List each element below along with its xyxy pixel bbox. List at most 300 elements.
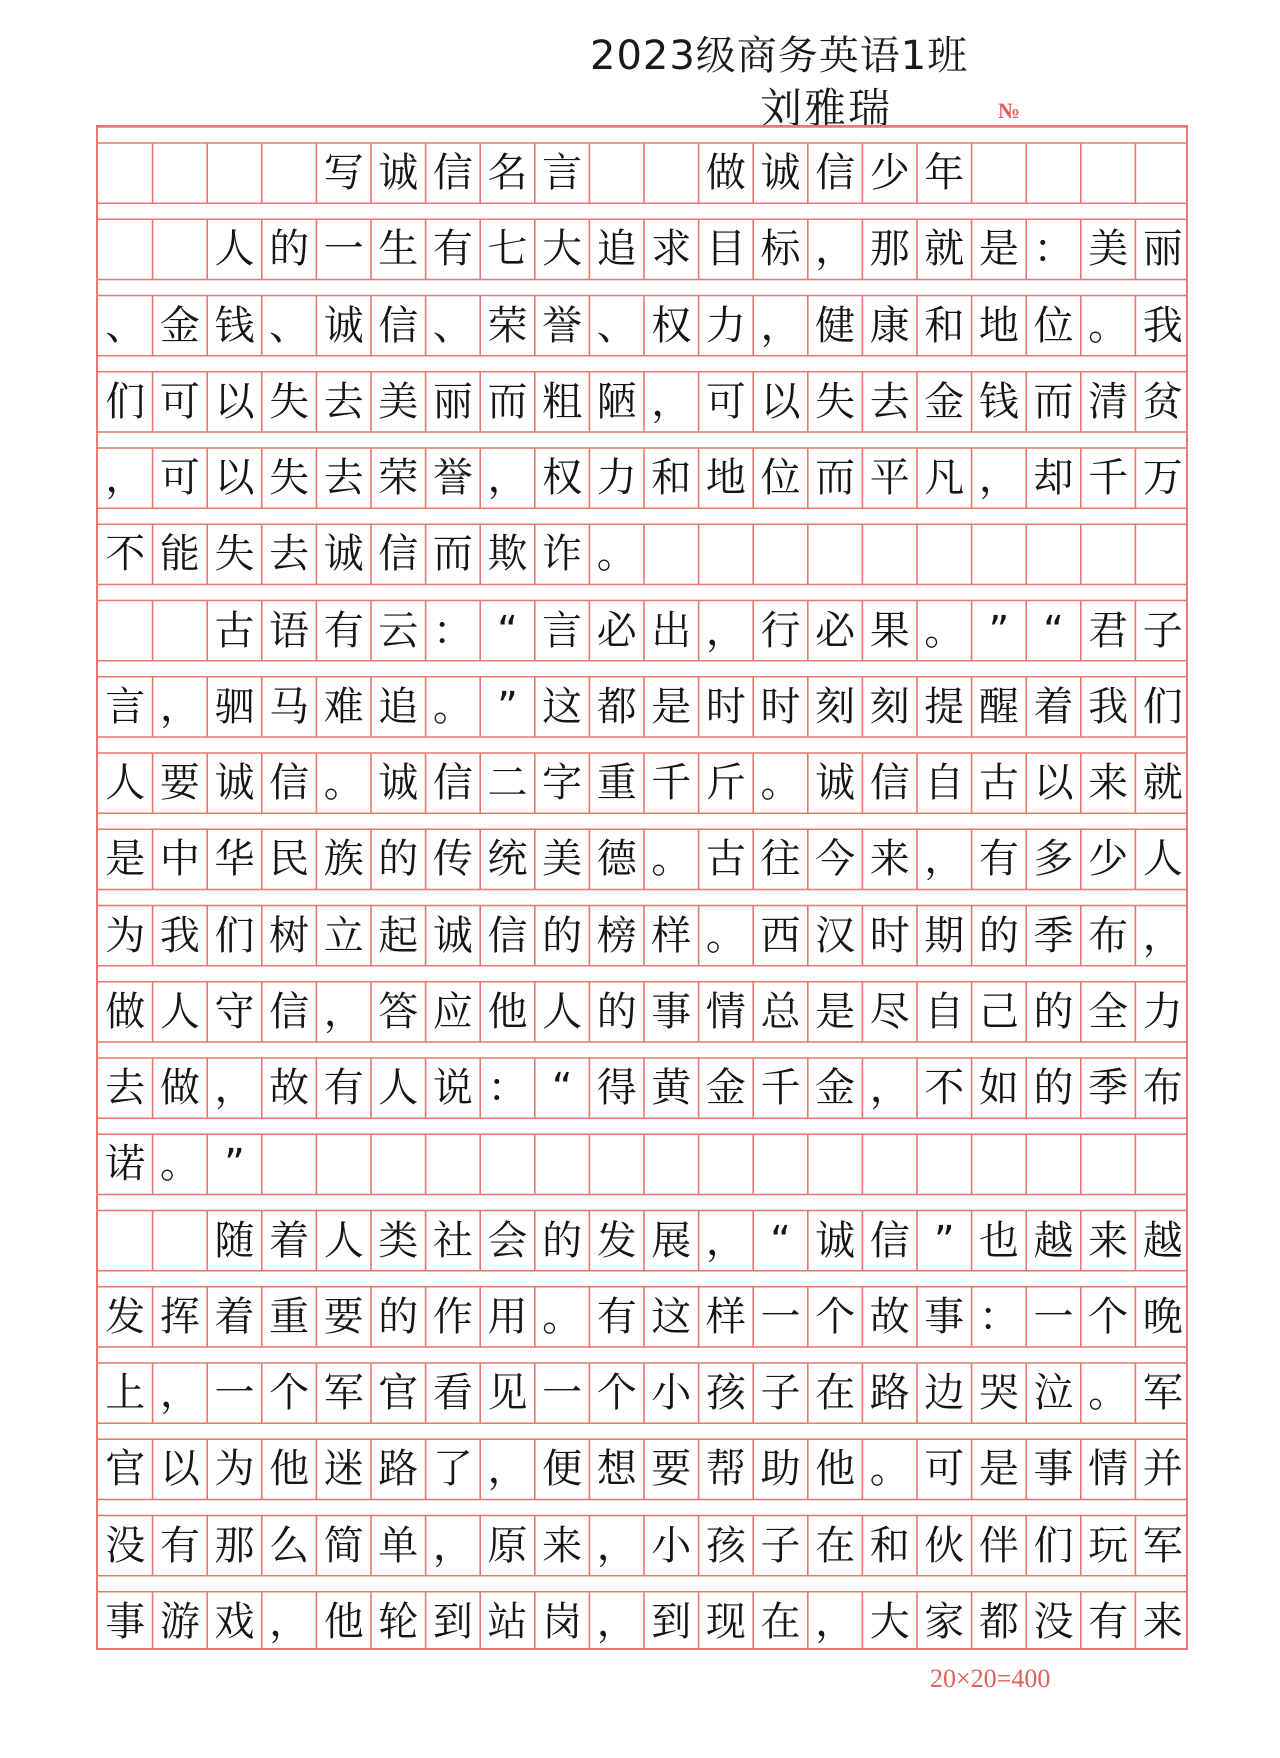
grid-character: 生 <box>378 226 419 273</box>
grid-character: 出 <box>651 607 692 654</box>
grid-character: 以 <box>159 1446 200 1493</box>
grid-character: 作 <box>432 1293 473 1340</box>
grid-character: 少 <box>1088 836 1129 883</box>
grid-character: 都 <box>978 1598 1019 1645</box>
grid-character: 诈 <box>542 531 583 578</box>
grid-character: 陋 <box>596 378 637 425</box>
grid-character: 的 <box>269 226 310 273</box>
grid-character: 人 <box>105 760 146 807</box>
grid-character: ， <box>815 1598 856 1645</box>
grid-character: 事 <box>651 988 692 1035</box>
grid-character: 单 <box>378 1522 419 1569</box>
grid-character: 事 <box>924 1293 965 1340</box>
grid-character: 追 <box>378 683 419 730</box>
grid-character: 就 <box>1142 760 1183 807</box>
grid-character: 欺 <box>487 531 528 578</box>
grid-character: 没 <box>105 1522 146 1569</box>
grid-character: ： <box>978 1293 1019 1340</box>
grid-character: 伴 <box>978 1522 1019 1569</box>
grid-character: 着 <box>1033 683 1074 730</box>
grid-character: 。 <box>651 836 692 883</box>
grid-character: 那 <box>214 1522 255 1569</box>
grid-character: ， <box>978 455 1019 502</box>
grid-character: 不 <box>105 531 146 578</box>
grid-character: 越 <box>1033 1217 1074 1264</box>
grid-character: 的 <box>378 1293 419 1340</box>
grid-character: 诚 <box>378 760 419 807</box>
grid-character: 官 <box>378 1370 419 1417</box>
grid-character: 尽 <box>869 988 910 1035</box>
grid-character: 要 <box>159 760 200 807</box>
grid-character: 去 <box>869 378 910 425</box>
grid-character: 有 <box>978 836 1019 883</box>
grid-character: 却 <box>1033 455 1074 502</box>
grid-character: ， <box>760 302 801 349</box>
grid-character: 。 <box>1088 302 1129 349</box>
grid-character: 信 <box>269 760 310 807</box>
grid-character: 样 <box>651 912 692 959</box>
grid-character: 七 <box>487 226 528 273</box>
grid-character: 军 <box>1142 1522 1183 1569</box>
grid-character: 西 <box>760 912 801 959</box>
grid-character: 来 <box>542 1522 583 1569</box>
grid-character: 时 <box>705 683 746 730</box>
grid-character: 人 <box>1142 836 1183 883</box>
grid-character: 金 <box>815 1065 856 1112</box>
grid-character: 信 <box>378 302 419 349</box>
grid-character: 刻 <box>815 683 856 730</box>
grid-character: 目 <box>705 226 746 273</box>
grid-character: ： <box>1033 226 1074 273</box>
grid-character: 诚 <box>323 302 364 349</box>
grid-character: 个 <box>596 1370 637 1417</box>
grid-character: 诚 <box>815 1217 856 1264</box>
grid-character: 的 <box>1033 988 1074 1035</box>
grid-character: 边 <box>924 1370 965 1417</box>
grid-character: 地 <box>978 302 1019 349</box>
grid-character: 千 <box>760 1065 801 1112</box>
grid-character: ” <box>497 683 518 730</box>
grid-character: 要 <box>651 1446 692 1493</box>
grid-character: 一 <box>542 1370 583 1417</box>
grid-character: 刻 <box>869 683 910 730</box>
grid-character: 小 <box>651 1522 692 1569</box>
grid-character: 古 <box>705 836 746 883</box>
grid-character: 可 <box>159 455 200 502</box>
grid-character: 他 <box>323 1598 364 1645</box>
grid-character: ， <box>487 455 528 502</box>
grid-character: 。 <box>542 1293 583 1340</box>
grid-character: 信 <box>269 988 310 1035</box>
grid-character: 。 <box>596 531 637 578</box>
grid-character: 语 <box>269 607 310 654</box>
grid-character: 得 <box>596 1065 637 1112</box>
page-header <box>0 0 1280 133</box>
grid-character: 一 <box>214 1370 255 1417</box>
grid-character: 子 <box>760 1522 801 1569</box>
grid-character: 他 <box>815 1446 856 1493</box>
grid-character: 来 <box>869 836 910 883</box>
grid-character: 。 <box>323 760 364 807</box>
grid-character: 千 <box>1088 455 1129 502</box>
grid-character: 轮 <box>378 1598 419 1645</box>
grid-character: 游 <box>159 1598 200 1645</box>
grid-character: 时 <box>760 683 801 730</box>
grid-character: 会 <box>487 1217 528 1264</box>
grid-character: 重 <box>269 1293 310 1340</box>
grid-character: 布 <box>1088 912 1129 959</box>
grid-character: 上 <box>105 1370 146 1417</box>
grid-character: 着 <box>269 1217 310 1264</box>
grid-character: 言 <box>542 150 583 197</box>
grid-character: 、 <box>432 302 473 349</box>
grid-character: 原 <box>487 1522 528 1569</box>
grid-character: 己 <box>978 988 1019 1035</box>
grid-character: 是 <box>105 836 146 883</box>
grid-character: 名 <box>487 150 528 197</box>
grid-character: 挥 <box>159 1293 200 1340</box>
grid-character: 中 <box>159 836 200 883</box>
grid-character: 军 <box>1142 1370 1183 1417</box>
grid-character: ” <box>224 1141 245 1188</box>
grid-character: 来 <box>1142 1598 1183 1645</box>
grid-character: ， <box>214 1065 255 1112</box>
grid-character: 和 <box>869 1522 910 1569</box>
grid-character: ： <box>487 1065 528 1112</box>
grid-character: 说 <box>432 1065 473 1112</box>
grid-character: 诚 <box>760 150 801 197</box>
grid-character: 样 <box>705 1293 746 1340</box>
grid-character: 斤 <box>705 760 746 807</box>
grid-character: 大 <box>869 1598 910 1645</box>
grid-character: 。 <box>869 1446 910 1493</box>
grid-character: 自 <box>924 760 965 807</box>
grid-character: 来 <box>1088 760 1129 807</box>
grid-character: 的 <box>1033 1065 1074 1112</box>
grid-character: 行 <box>760 607 801 654</box>
grid-character: 做 <box>705 150 746 197</box>
grid-character: ， <box>1142 912 1183 959</box>
grid-character: 类 <box>378 1217 419 1264</box>
grid-character: 荣 <box>378 455 419 502</box>
grid-character: 往 <box>760 836 801 883</box>
grid-character: 平 <box>869 455 910 502</box>
grid-character: 。 <box>705 912 746 959</box>
grid-character: 以 <box>214 455 255 502</box>
grid-character: 总 <box>760 988 801 1035</box>
grid-character: ： <box>432 607 473 654</box>
grid-character: 社 <box>432 1217 473 1264</box>
grid-character: 有 <box>596 1293 637 1340</box>
grid-character: 古 <box>214 607 255 654</box>
grid-character: 榜 <box>596 912 637 959</box>
grid-character: 随 <box>214 1217 255 1264</box>
grid-character: 答 <box>378 988 419 1035</box>
grid-character: 全 <box>1088 988 1129 1035</box>
grid-character: 汉 <box>815 912 856 959</box>
grid-character: 要 <box>323 1293 364 1340</box>
grid-character: 统 <box>487 836 528 883</box>
grid-character: ， <box>487 1446 528 1493</box>
grid-character: 子 <box>1142 607 1183 654</box>
grid-character: ， <box>705 607 746 654</box>
grid-character: ， <box>323 988 364 1035</box>
grid-character: 大 <box>542 226 583 273</box>
grid-character: 金 <box>924 378 965 425</box>
grid-character: 迷 <box>323 1446 364 1493</box>
grid-character: 起 <box>378 912 419 959</box>
grid-character: 的 <box>542 1217 583 1264</box>
grid-character: 万 <box>1142 455 1183 502</box>
grid-character: 现 <box>705 1598 746 1645</box>
grid-character: 他 <box>269 1446 310 1493</box>
grid-character: 难 <box>323 683 364 730</box>
grid-character: 而 <box>1033 378 1074 425</box>
grid-character: 可 <box>705 378 746 425</box>
grid-character: 美 <box>542 836 583 883</box>
grid-character: 民 <box>269 836 310 883</box>
grid-character: 丽 <box>1142 226 1183 273</box>
grid-character: ， <box>159 683 200 730</box>
grid-character: 而 <box>487 378 528 425</box>
grid-character: 力 <box>1142 988 1183 1035</box>
grid-character: 年 <box>924 150 965 197</box>
grid-character: 人 <box>159 988 200 1035</box>
grid-character: 失 <box>214 531 255 578</box>
grid-character: 人 <box>378 1065 419 1112</box>
grid-character: 信 <box>432 150 473 197</box>
grid-character: 伙 <box>924 1522 965 1569</box>
grid-character: “ <box>770 1217 791 1264</box>
grid-character: 必 <box>596 607 637 654</box>
grid-character: 位 <box>760 455 801 502</box>
grid-character: 诚 <box>214 760 255 807</box>
grid-character: 树 <box>269 912 310 959</box>
grid-character: 有 <box>1088 1598 1129 1645</box>
grid-character: 哭 <box>978 1370 1019 1417</box>
grid-character: ， <box>869 1065 910 1112</box>
grid-character: 荣 <box>487 302 528 349</box>
grid-character: 做 <box>105 988 146 1035</box>
grid-character: 黄 <box>651 1065 692 1112</box>
grid-character: 季 <box>1088 1065 1129 1112</box>
composition-grid-sheet <box>96 125 1188 1650</box>
grid-character: 是 <box>651 683 692 730</box>
grid-character: 果 <box>869 607 910 654</box>
grid-character: 信 <box>487 912 528 959</box>
grid-character: 和 <box>924 302 965 349</box>
grid-character: 一 <box>1033 1293 1074 1340</box>
grid-character: ， <box>924 836 965 883</box>
grid-character: 金 <box>705 1065 746 1112</box>
grid-character: 信 <box>869 760 910 807</box>
grid-character: 以 <box>760 378 801 425</box>
grid-character: 这 <box>542 683 583 730</box>
class-line: 2023级商务英语1班 <box>590 33 969 79</box>
grid-character: “ <box>497 607 518 654</box>
grid-character: 站 <box>487 1598 528 1645</box>
grid-character: 金 <box>159 302 200 349</box>
grid-character: 地 <box>705 455 746 502</box>
grid-character: 着 <box>214 1293 255 1340</box>
grid-character: 美 <box>378 378 419 425</box>
grid-character: 这 <box>651 1293 692 1340</box>
grid-character: 的 <box>978 912 1019 959</box>
grid-character: 钱 <box>978 378 1019 425</box>
grid-character: 们 <box>1033 1522 1074 1569</box>
grid-character: 去 <box>269 531 310 578</box>
grid-character: 誉 <box>432 455 473 502</box>
grid-character: 失 <box>269 455 310 502</box>
grid-character: 情 <box>705 988 746 1035</box>
grid-character: 见 <box>487 1370 528 1417</box>
grid-character: 期 <box>924 912 965 959</box>
grid-character: ” <box>933 1217 955 1264</box>
grid-character: ， <box>269 1598 310 1645</box>
grid-character: ， <box>705 1217 746 1264</box>
grid-character: 二 <box>487 760 528 807</box>
grid-character: 提 <box>924 683 965 730</box>
grid-character: 布 <box>1142 1065 1183 1112</box>
grid-character: 古 <box>978 760 1019 807</box>
grid-character: 们 <box>105 378 146 425</box>
grid-character: 力 <box>596 455 637 502</box>
grid-character: 诚 <box>323 531 364 578</box>
grid-character: 华 <box>214 836 255 883</box>
grid-character: 个 <box>269 1370 310 1417</box>
grid-character: 力 <box>705 302 746 349</box>
grid-character: 传 <box>432 836 473 883</box>
grid-character: 、 <box>269 302 310 349</box>
grid-character: 言 <box>542 607 583 654</box>
grid-character: 一 <box>760 1293 801 1340</box>
grid-character: 是 <box>815 988 856 1035</box>
grid-character: 应 <box>432 988 473 1035</box>
grid-character: 为 <box>214 1446 255 1493</box>
grid-character: 的 <box>542 912 583 959</box>
grid-character: 能 <box>159 531 200 578</box>
grid-character: 并 <box>1142 1446 1183 1493</box>
grid-character: 岗 <box>542 1598 583 1645</box>
grid-character: 的 <box>596 988 637 1035</box>
grid-character: 是 <box>978 226 1019 273</box>
grid-character: 誉 <box>542 302 583 349</box>
grid-character: 今 <box>815 836 856 883</box>
grid-character: 事 <box>105 1598 146 1645</box>
grid-character: 在 <box>815 1522 856 1569</box>
grid-character: 来 <box>1088 1217 1129 1264</box>
grid-character: 去 <box>323 455 364 502</box>
grid-character: 以 <box>1033 760 1074 807</box>
grid-character: 凡 <box>924 455 965 502</box>
grid-character: 多 <box>1033 836 1074 883</box>
grid-character: 信 <box>815 150 856 197</box>
grid-character: 戏 <box>214 1598 255 1645</box>
grid-character: 有 <box>323 1065 364 1112</box>
grid-character: 到 <box>432 1598 473 1645</box>
grid-character: 小 <box>651 1370 692 1417</box>
grid-character: 在 <box>815 1370 856 1417</box>
grid-character: 我 <box>1142 302 1183 349</box>
grid-character: ， <box>432 1522 473 1569</box>
grid-character: 和 <box>651 455 692 502</box>
grid-character: 少 <box>869 150 910 197</box>
grid-character: 路 <box>378 1446 419 1493</box>
grid-character: 路 <box>869 1370 910 1417</box>
grid-character: 云 <box>378 607 419 654</box>
grid-character: 想 <box>596 1446 637 1493</box>
grid-character: 去 <box>105 1065 146 1112</box>
grid-character: 健 <box>815 302 856 349</box>
grid-character: 可 <box>924 1446 965 1493</box>
author-name: 刘雅瑞 <box>760 84 893 133</box>
grid-character: ， <box>105 455 146 502</box>
grid-character: 一 <box>323 226 364 273</box>
grid-character: 发 <box>105 1293 146 1340</box>
grid-character: 帮 <box>705 1446 746 1493</box>
grid-character: 权 <box>651 302 692 349</box>
grid-character: 、 <box>596 302 637 349</box>
grid-character: 诺 <box>105 1141 146 1188</box>
grid-character: 必 <box>815 607 856 654</box>
grid-character: 是 <box>978 1446 1019 1493</box>
grid-character: 官 <box>105 1446 146 1493</box>
grid-character: 言 <box>105 683 146 730</box>
grid-character: 追 <box>596 226 637 273</box>
grid-character: 也 <box>978 1217 1019 1264</box>
grid-character: 人 <box>323 1217 364 1264</box>
grid-character: “ <box>1043 607 1064 654</box>
grid-character: 。 <box>760 760 801 807</box>
grid-character: 时 <box>869 912 910 959</box>
grid-character: 贫 <box>1142 378 1183 425</box>
grid-character: 清 <box>1088 378 1129 425</box>
grid-character: ” <box>988 607 1010 654</box>
grid-character: 个 <box>1088 1293 1129 1340</box>
grid-character: 君 <box>1088 607 1129 654</box>
grid-spec: 20×20=400 <box>930 1664 1051 1693</box>
grid-character: 在 <box>760 1598 801 1645</box>
grid-character: 的 <box>378 836 419 883</box>
grid-character: 个 <box>815 1293 856 1340</box>
grid-character: ， <box>651 378 692 425</box>
grid-character: 人 <box>542 988 583 1035</box>
grid-character: 驷 <box>214 683 255 730</box>
grid-character: 。 <box>1088 1370 1129 1417</box>
grid-character: “ <box>551 1065 573 1112</box>
grid-character: 简 <box>323 1522 364 1569</box>
grid-character: 德 <box>596 836 637 883</box>
grid-character: 做 <box>159 1065 200 1112</box>
grid-character: 信 <box>378 531 419 578</box>
grid-character: 故 <box>869 1293 910 1340</box>
grid-character: 事 <box>1033 1446 1074 1493</box>
grid-character: 我 <box>1088 683 1129 730</box>
grid-character: 守 <box>214 988 255 1035</box>
grid-character: 了 <box>432 1446 473 1493</box>
grid-character: 而 <box>815 455 856 502</box>
grid-character: 助 <box>760 1446 801 1493</box>
grid-character: 子 <box>760 1370 801 1417</box>
grid-character: 情 <box>1088 1446 1129 1493</box>
grid-character: 以 <box>214 378 255 425</box>
grid-character: 标 <box>760 226 801 273</box>
grid-character: 醒 <box>978 683 1019 730</box>
grid-character: 信 <box>869 1217 910 1264</box>
grid-character: 他 <box>487 988 528 1035</box>
grid-character: 。 <box>159 1141 200 1188</box>
grid-character: 字 <box>542 760 583 807</box>
